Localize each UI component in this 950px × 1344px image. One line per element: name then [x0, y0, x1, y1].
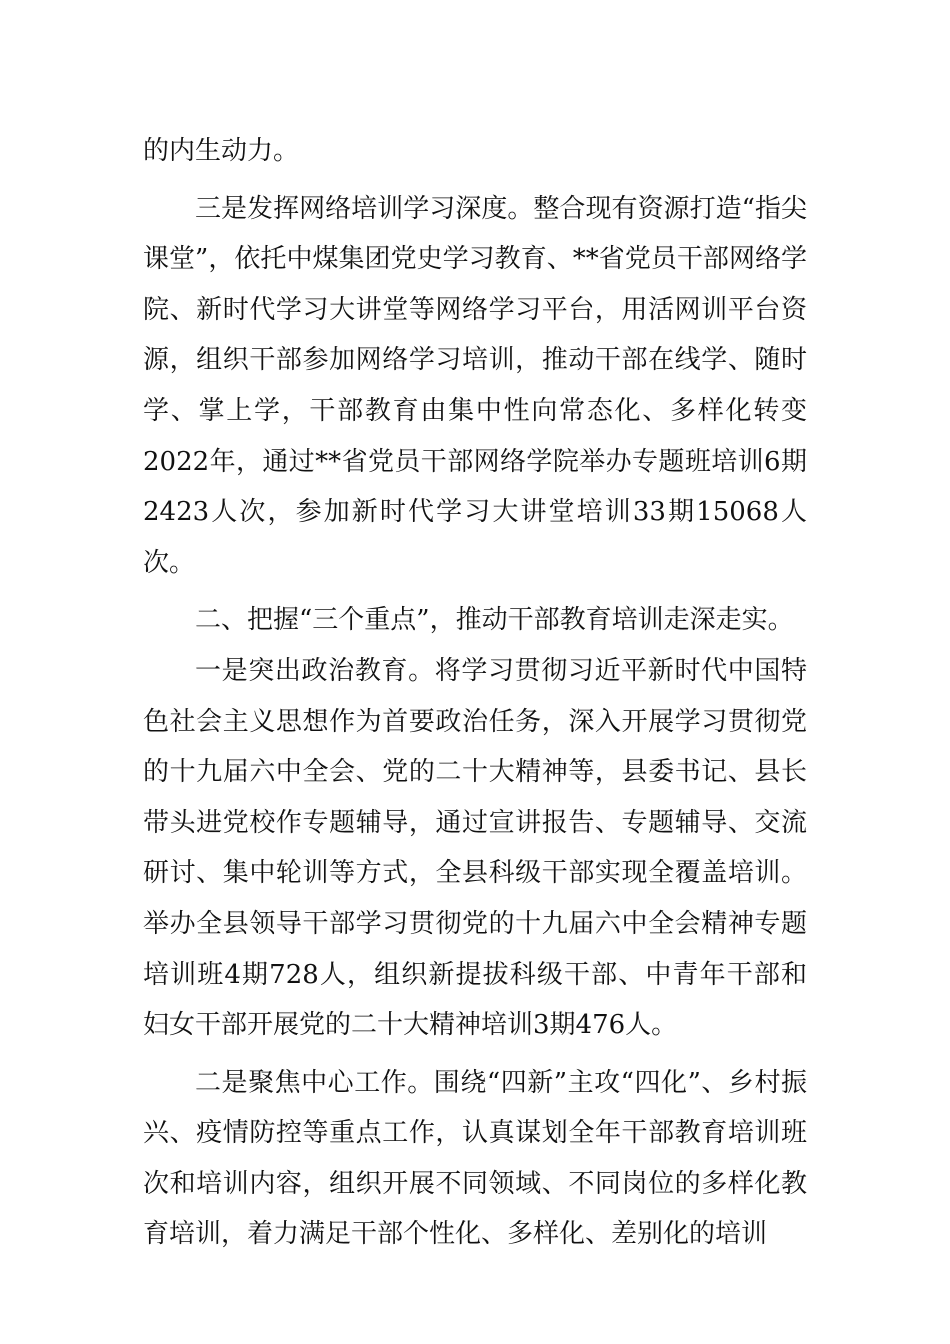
paragraph-continuation: 的内生动力。	[143, 136, 300, 166]
document-body	[143, 126, 807, 1260]
paragraph-central-work: 二是聚焦中心工作。围绕“四新”主攻“四化”、乡村振兴、疫情防控等重点工作，认真谋划全年干部教育培训班次和培训内容，组织开展不同领域、不同岗位的多样化教育培训，着力满足干部个性化、多样化、差别化的培训	[143, 1067, 807, 1250]
paragraph-political-education: 一是突出政治教育。将学习贯彻习近平新时代中国特色社会主义思想作为首要政治任务，深入开展学习贯彻党的十九届六中全会、党的二十大精神等，县委书记、县长带头进党校作专题辅导，通过宣讲报告、专题辅导、交流研讨、集中轮训等方式，全县科级干部实现全覆盖培训。举办全县领导干部学习贯彻党的十九届六中全会精神专题培训班4期728人，组织新提拔科级干部、中青年干部和妇女干部开展党的二十大精神培训3期476人。	[143, 655, 807, 1041]
section-heading-three-focuses: 二、把握“三个重点”，推动干部教育培训走深走实。	[195, 605, 794, 636]
paragraph-network-training: 三是发挥网络培训学习深度。整合现有资源打造“指尖课堂”，依托中煤集团党史学习教育、**省党员干部网络学院、新时代学习大讲堂等网络学习平台，用活网训平台资源，组织干部参加网络学习培训，推动干部在线学、随时学、掌上学，干部教育由集中性向常态化、多样化转变2022年，通过**省党员干部网络学院举办专题班培训6期2423人次，参加新时代学习大讲堂培训33期15068人次。	[143, 193, 807, 578]
